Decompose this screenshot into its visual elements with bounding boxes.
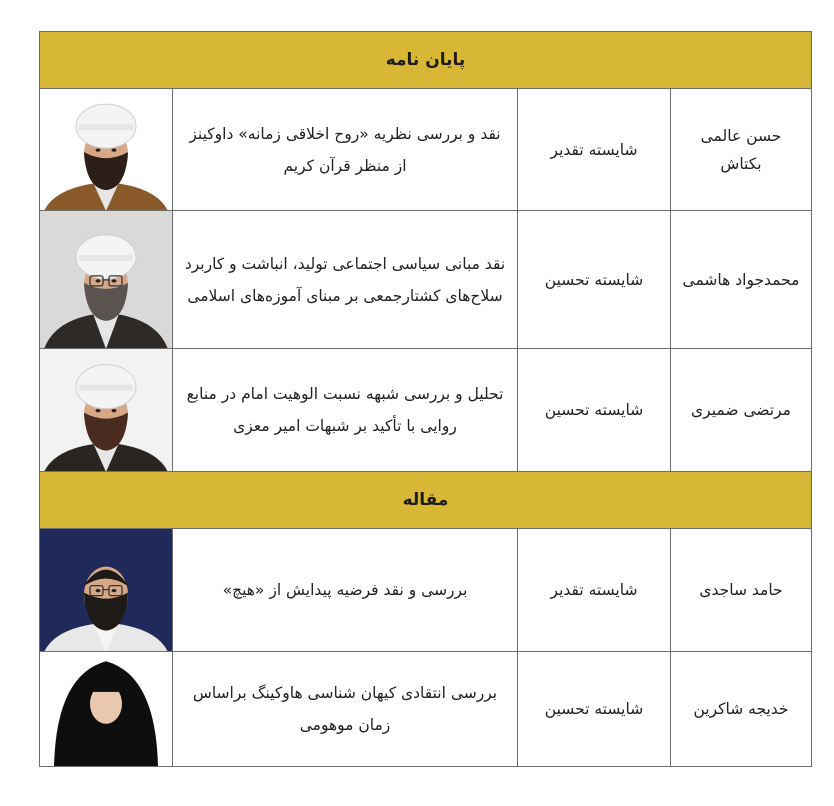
portrait-image [40,89,173,211]
topic-cell: نقد مبانی سیاسی اجتماعی تولید، انباشت و کاربرد سلاح‌های کشتارجمعی بر مبنای آموزه‌های اسلامی [173,211,518,349]
grade-cell: شایسته تحسین [518,349,671,472]
section-header-article [40,472,812,529]
portrait-photo [40,349,173,472]
topic-cell: تحلیل و بررسی شبهه نسبت الوهیت امام در منابع روایی با تأکید بر شبهات امیر معزی [173,349,518,472]
portrait-image [40,529,173,652]
portrait-image [40,349,173,472]
portrait-image [40,211,173,349]
name-cell: خدیجه شاکرین [671,652,812,767]
name-cell: حامد ساجدی [671,529,812,652]
table-row [40,652,812,767]
name-cell: مرتضی ضمیری [671,349,812,472]
portrait-image [40,652,173,767]
grade-cell: شایسته تحسین [518,652,671,767]
portrait-photo [40,652,173,767]
grade-cell: شایسته تقدیر [518,89,671,211]
portrait-photo [40,89,173,211]
awards-table [39,31,812,767]
section-header-thesis [40,32,812,89]
table-row [40,211,812,349]
section-title: مقاله [40,472,812,529]
section-title: پایان نامه [40,32,812,89]
portrait-photo [40,529,173,652]
table-row [40,349,812,472]
grade-cell: شایسته تحسین [518,211,671,349]
name-cell: حسن عالمی بکتاش [671,89,812,211]
topic-cell: بررسی انتقادی کیهان شناسی هاوکینگ براساس زمان موهومی [173,652,518,767]
table-row [40,89,812,211]
grade-cell: شایسته تقدیر [518,529,671,652]
topic-cell: نقد و بررسی نظریه «روح اخلاقی زمانه» داوکینز از منظر قرآن کریم [173,89,518,211]
topic-cell: بررسی و نقد فرضیه پیدایش از «هیچ» [173,529,518,652]
table-row [40,529,812,652]
name-cell: محمدجواد هاشمی [671,211,812,349]
portrait-photo [40,211,173,349]
